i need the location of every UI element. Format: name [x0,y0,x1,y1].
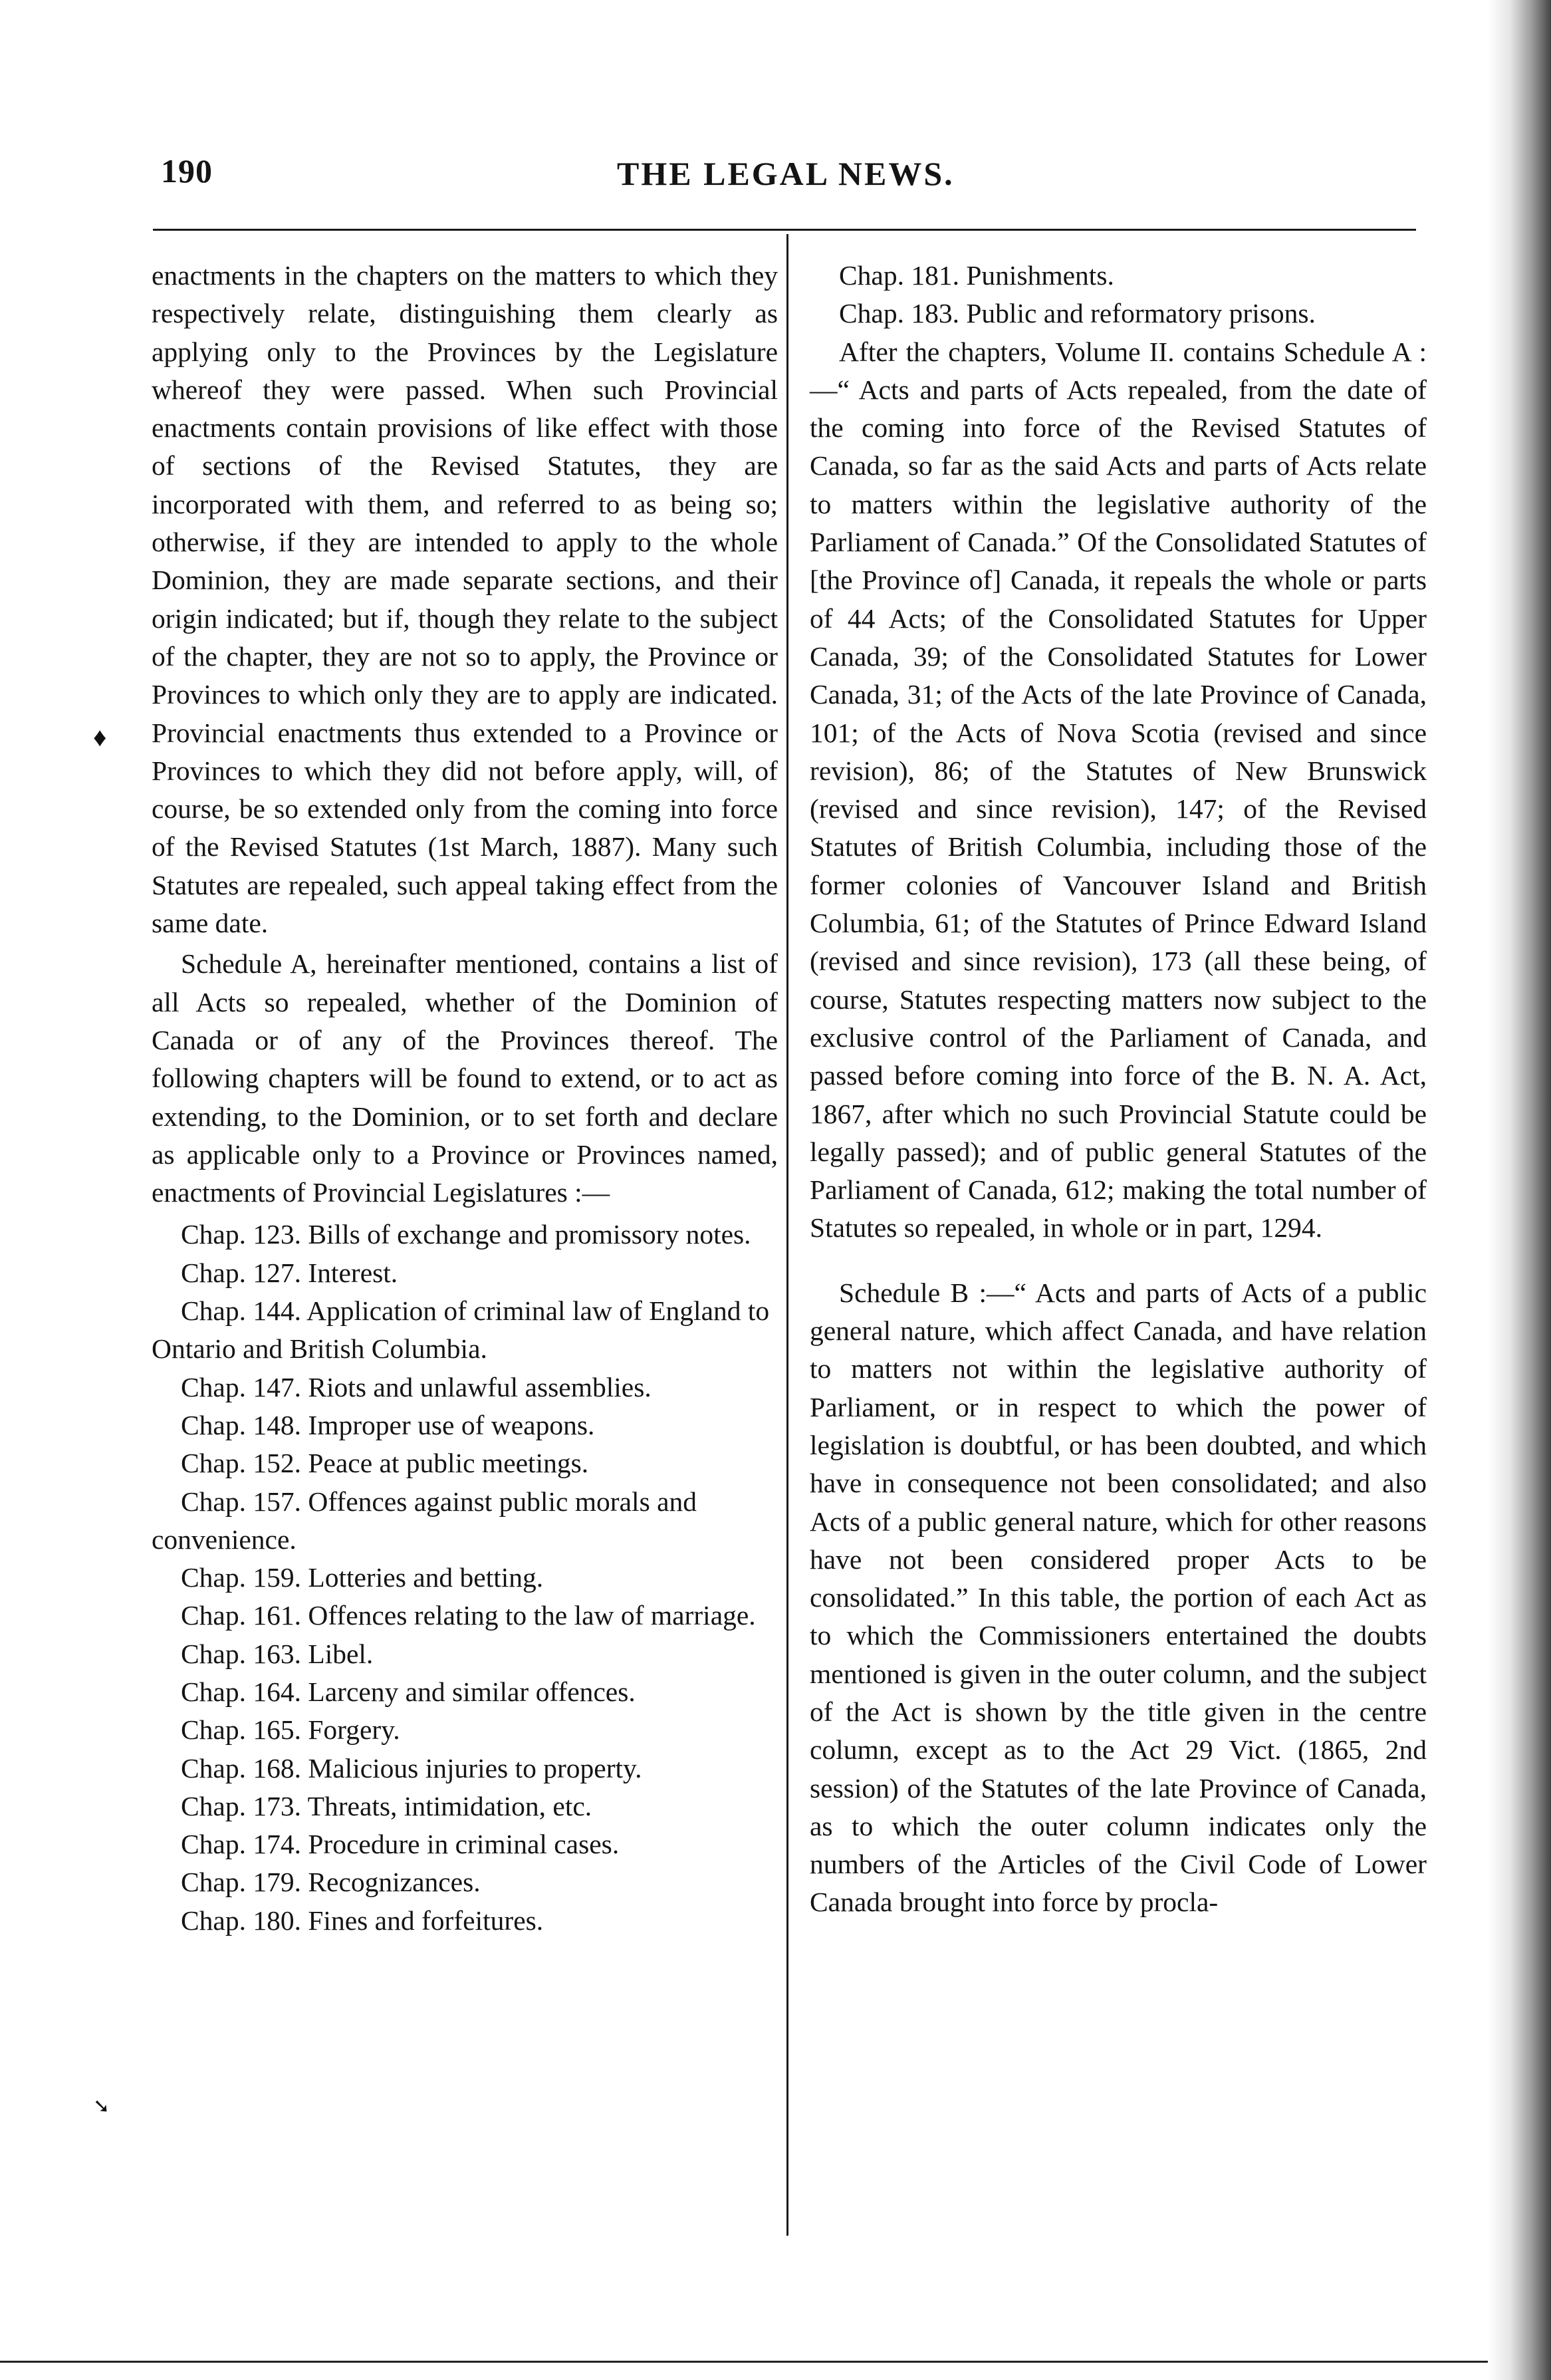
page-bottom-edge [0,2361,1551,2363]
margin-ink-mark: ♦ [93,722,107,752]
column-divider [786,234,788,2236]
paragraph: After the chapters, Volume II. contains Schedule A :—“ Acts and parts of Acts repealed, from the date of the coming into force of the Revised Statutes of Canada, so far as the said Acts and parts of Acts relate to matters within the legislative authority of the Parliament of Canada.” Of the Consolidated Statutes of [the Province of] Canada, it repeals the whole or parts of 44 Acts; of the Consolidated Statutes for Upper Canada, 39; of the Consolidated Statutes for Lower Canada, 31; of the Acts of the late Province of Canada, 101; of the Acts of Nova Scotia (revised and since revision), 86; of the Statutes of New Brunswick (revised and since revision), 147; of the Revised Statutes of British Columbia, including those of the former colonies of Vancouver Island and British Columbia, 61; of the Statutes of Prince Edward Island (revised and since revision), 173 (all these being, of course, Statutes respecting matters now subject to the exclusive control of the Parliament of Canada, and passed before coming into force of the B. N. A. Act, 1867, after which no such Provincial Statute could be legally passed); and of public general Statutes of the Parliament of Canada, 612; making the total number of Statutes so repealed, in whole or in part, 1294. [810,336,1427,1244]
chapter-entry: Chap. 165. Forgery. [181,1714,400,1746]
chapter-entry: Chap. 144. Application of criminal law of England to Ontario and British Columbia. [152,1295,770,1365]
running-head-title: THE LEGAL NEWS. [617,155,955,192]
paragraph: Schedule A, hereinafter mentioned, contains a list of all Acts so repealed, whether of the Dominion of Canada or of any of the Provinces thereof. The following chapters will be found to extend, or to act as extending, to the Dominion, or to set forth and declare as applicable only to a Province or Provinces named, enactments of Provincial Legislatures :— [152,948,778,1208]
page-number: 190 [161,152,213,190]
chapter-entry: Chap. 152. Peace at public meetings. [181,1448,589,1479]
chapter-entry: Chap. 157. Offences against public morals and convenience. [152,1486,697,1555]
chapter-entry: Chap. 183. Public and reformatory prisons. [839,298,1316,329]
margin-ink-mark: ➘ [93,2095,110,2117]
chapter-entry: Chap. 181. Punishments. [839,260,1114,291]
chapter-entry: Chap. 123. Bills of exchange and promissory notes. [181,1219,751,1250]
left-column [152,257,778,1940]
header-rule [153,229,1416,231]
chapter-entry: Chap. 179. Recognizances. [181,1867,481,1898]
chapter-entry: Chap. 164. Larceny and similar offences. [181,1676,636,1707]
chapter-entry: Chap. 174. Procedure in criminal cases. [181,1829,620,1860]
chapter-entry: Chap. 147. Riots and unlawful assemblies. [181,1371,652,1402]
scan-edge-shadow [1488,0,1551,2380]
paragraph: enactments in the chapters on the matters to which they respectively relate, distinguishing them clearly as applying only to the Provinces by the Legislature whereof they were passed. When such Provincial enactments contain provisions of like effect with those of sections of the Revised Statutes, they are incorporated with them, and referred to as being so; otherwise, if they are intended to apply to the whole Dominion, they are made separate sections, and their origin indicated; but if, though they relate to the subject of the chapter, they are not so to apply, the Province or Provinces to which only they are to apply are indicated. Provincial enactments thus extended to a Province or Provinces to which they did not before apply, will, of course, be so extended only from the coming into force of the Revised Statutes (1st March, 1887). Many such Statutes are repealed, such appeal taking effect from the same date. [152,260,778,939]
chapter-entry: Chap. 180. Fines and forfeitures. [181,1905,544,1936]
chapter-entry: Chap. 127. Interest. [181,1257,398,1288]
right-column [810,257,1427,1922]
chapter-entry: Chap. 163. Libel. [181,1638,374,1669]
chapter-entry: Chap. 168. Malicious injuries to property. [181,1752,642,1784]
chapter-entry: Chap. 173. Threats, intimidation, etc. [181,1790,592,1821]
chapter-entry: Chap. 148. Improper use of weapons. [181,1409,595,1440]
paragraph: Schedule B :—“ Acts and parts of Acts of a public general nature, which affect Canada, and have relation to matters not within the legislative authority of Parliament, or in respect to which the power of legislation is doubtful, or has been doubted, and which have in consequence not been consolidated; and also Acts of a public general nature, which for other reasons have not been considered proper Acts to be consolidated.” In this table, the portion of each Act as to which the Commissioners entertained the doubts mentioned is given in the outer column, and the subject of the Act is shown by the title given in the centre column, except as to the Act 29 Vict. (1865, 2nd session) of the Statutes of the late Province of Canada, as to which the outer column indicates only the numbers of the Articles of the Civil Code of Lower Canada brought into force by procla- [810,1277,1427,1918]
chapter-entry: Chap. 161. Offences relating to the law of marriage. [181,1600,756,1631]
chapter-entry: Chap. 159. Lotteries and betting. [181,1562,544,1593]
